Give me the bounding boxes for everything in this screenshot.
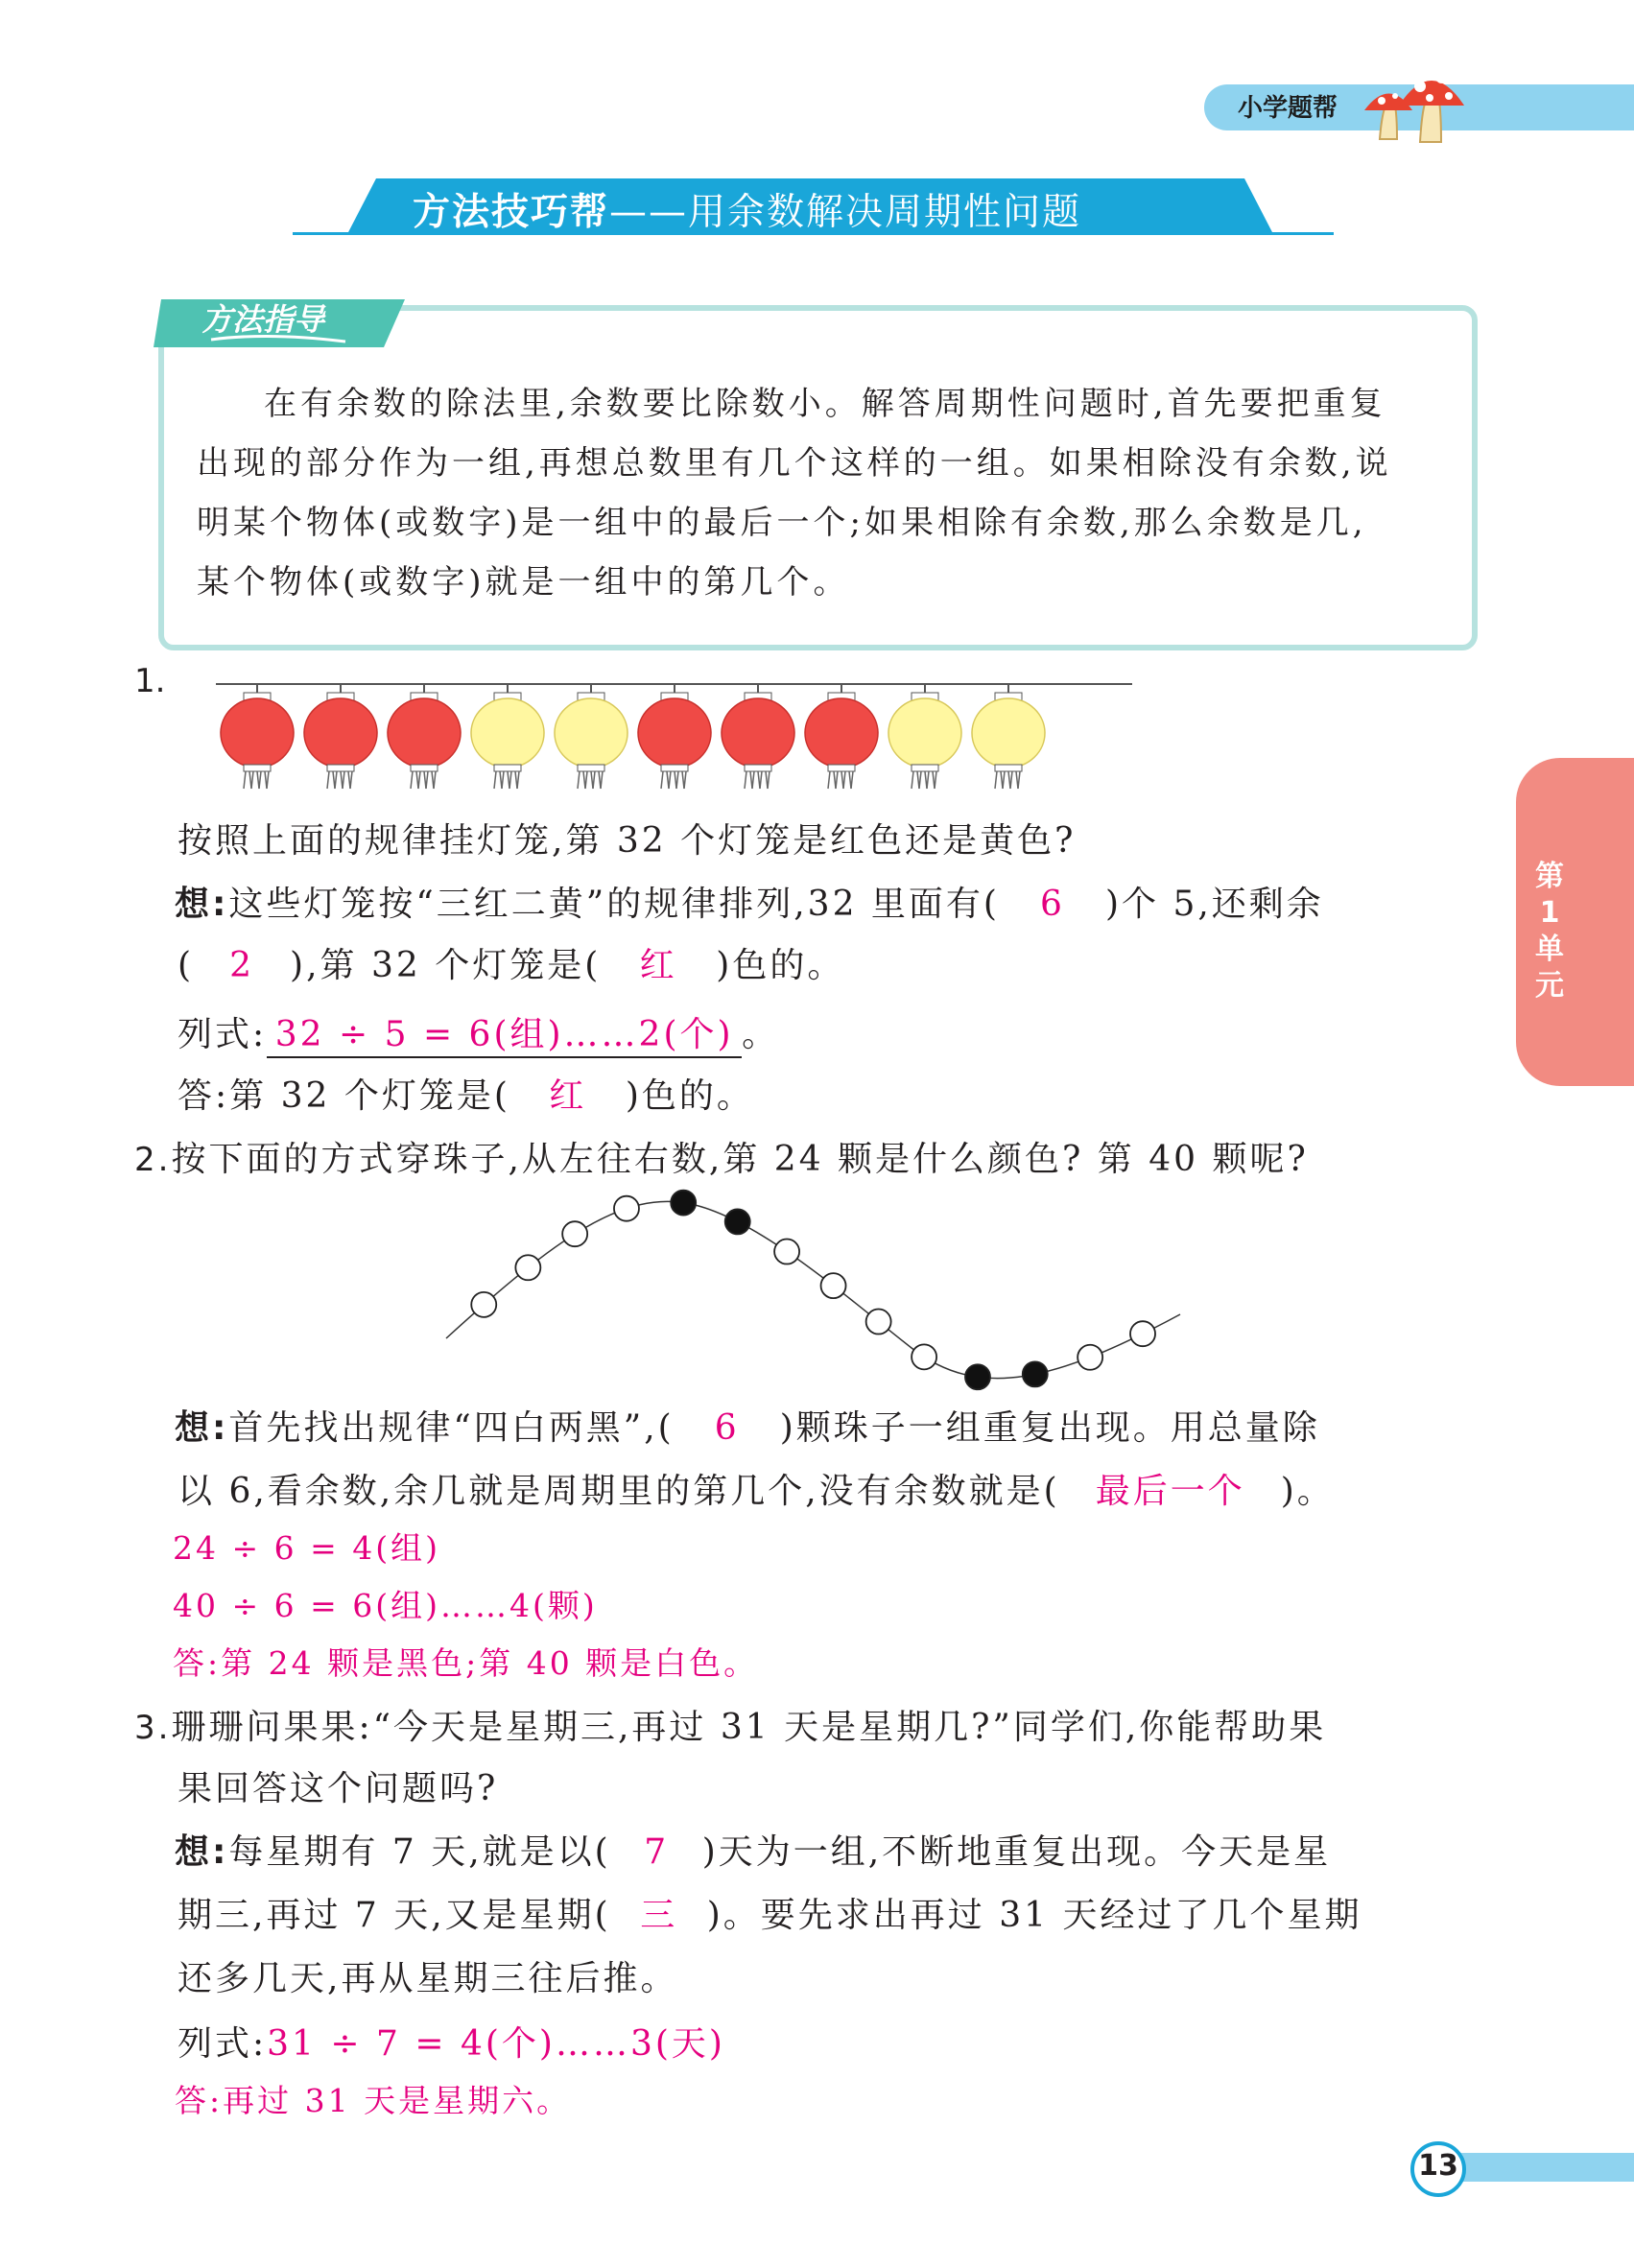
bead-white [821,1273,846,1298]
bead-black [1023,1361,1048,1386]
method-line-2: 出现的部分作为一组,再想总数里有几个这样的一组。如果相除没有余数,说 [197,444,1392,483]
q3-think-line-2 [178,1888,1362,1937]
q2-question: 按下面的方式穿珠子,从左往右数,第 24 颗是什么颜色? 第 40 颗呢? [171,1140,1309,1179]
bead-white [562,1221,587,1246]
q2-think-text: 以 6,看余数,余几就是周期里的第几个,没有余数就是( [178,1472,1060,1511]
q3-think-line-1 [175,1825,1331,1874]
q2-think-text: )。 [1280,1472,1335,1511]
bead-white [1077,1345,1102,1370]
q1-answer-remainder: 2 [229,946,254,985]
think-label: 想: [175,1832,229,1872]
method-line-3: 明某个物体(或数字)是一组中的最后一个;如果相除有余数,那么余数是几, [197,504,1367,542]
bead-white [614,1196,639,1221]
q3-question-b: 果回答这个问题吗? [178,1769,499,1808]
q1-number: 1. [134,662,166,700]
formula-label: 列式: [178,1015,268,1054]
formula-label: 列式: [178,2024,268,2064]
q3-think-text: 每星期有 7 天,就是以( [228,1832,611,1872]
bead-white [866,1310,891,1335]
lantern-yellow [471,684,544,789]
lantern-yellow [888,684,961,789]
q2-think-line-2 [178,1464,1335,1513]
method-line-1: 在有余数的除法里,余数要比除数小。解答周期性问题时,首先要把重复 [264,385,1386,423]
q2-think-text: 首先找出规律“四白两黑”,( [228,1408,675,1448]
lantern-figure [211,672,1142,796]
bead-white [1130,1321,1155,1346]
q1-think-line-2 [178,938,844,987]
q1-answer-line [178,1069,754,1118]
q1-think-text: )个 5,还剩余 [1104,885,1324,924]
bead-black [725,1209,750,1234]
q3-answer-days: 7 [644,1832,670,1872]
q1-answer-color: 红 [639,946,677,985]
q3-answer-day: 三 [640,1896,678,1935]
q2-answer-group: 6 [714,1408,740,1448]
q2-question-line [134,1132,1309,1181]
q1-think-text: )色的。 [716,946,845,985]
q2-calc-1: 24 ÷ 6 = 4(组) [173,1529,440,1567]
q3-formula-line [178,2017,725,2066]
q2-answer-last: 最后一个 [1095,1472,1245,1511]
title-main: 方法技巧帮 [413,191,610,234]
q1-answer-text: )色的。 [625,1076,754,1116]
q3-think-line-3: 还多几天,再从星期三往后推。 [178,1959,678,1998]
q1-question: 按照上面的规律挂灯笼,第 32 个灯笼是红色还是黄色? [178,821,1077,861]
page-number-bar [1444,2153,1634,2182]
formula-end: 。 [742,1015,780,1054]
think-label: 想: [175,885,229,924]
q1-think-text: 这些灯笼按“三红二黄”的规律排列,32 里面有( [228,885,1000,924]
q2-calc-2: 40 ÷ 6 = 6(组)……4(颗) [173,1587,598,1624]
q1-think-line-1 [175,877,1324,926]
q3-answer: 答:再过 31 天是星期六。 [175,2082,572,2119]
q1-think-text: ),第 32 个灯笼是( [290,946,602,985]
q2-think-line-1 [175,1401,1320,1450]
unit-side-tab-label [1530,859,1569,1004]
lantern-red [805,684,878,789]
bead-figure [432,1180,1190,1391]
q1-answer-groups: 6 [1040,885,1065,924]
lantern-yellow [555,684,628,789]
mushroom-icon [1353,58,1468,149]
q3-think-text: 期三,再过 7 天,又是星期( [178,1896,611,1935]
q2-number: 2. [134,1141,172,1179]
lantern-yellow [972,684,1045,789]
think-label: 想: [175,1408,229,1448]
bead-white [774,1240,799,1264]
lantern-red [722,684,794,789]
q3-question-line-1 [134,1700,1326,1749]
bead-black [671,1191,696,1216]
q1-answer-fill: 红 [549,1076,587,1116]
bead-white [912,1344,936,1369]
q3-question-a: 珊珊问果果:“今天是星期三,再过 31 天是星期几?”同学们,你能帮助果 [171,1708,1327,1747]
q1-formula-line [178,1007,779,1058]
q3-number: 3. [134,1709,172,1747]
page-number: 13 [1418,2149,1458,2183]
q2-answer: 答:第 24 颗是黑色;第 40 颗是白色。 [173,1644,759,1682]
lantern-red [221,684,294,789]
q1-think-text: ( [178,946,195,985]
bead-white [515,1255,540,1280]
title-sub: ——用余数解决周期性问题 [609,191,1082,234]
q1-answer-text: 答:第 32 个灯笼是( [178,1076,510,1116]
q3-think-text: )。要先求出再过 31 天经过了几个星期 [706,1896,1362,1935]
q3-formula: 31 ÷ 7 = 4(个)……3(天) [267,2024,725,2064]
method-tag-label: 方法指导 [201,301,325,338]
lantern-red [638,684,711,789]
lantern-red [388,684,461,789]
method-line-4: 某个物体(或数字)就是一组中的第几个。 [197,563,850,602]
unit-label: 第 1 单 元 [1535,860,1564,1003]
lantern-red [304,684,377,789]
bead-black [965,1364,990,1389]
q3-think-text: )天为一组,不断地重复出现。今天是星 [701,1832,1332,1872]
bead-white [471,1292,496,1317]
brand-text: 小学题帮 [1238,94,1338,123]
page-title [413,182,1081,236]
q1-formula: 32 ÷ 5 = 6(组)……2(个) [267,1007,742,1058]
q2-think-text: )颗珠子一组重复出现。用总量除 [779,1408,1320,1448]
